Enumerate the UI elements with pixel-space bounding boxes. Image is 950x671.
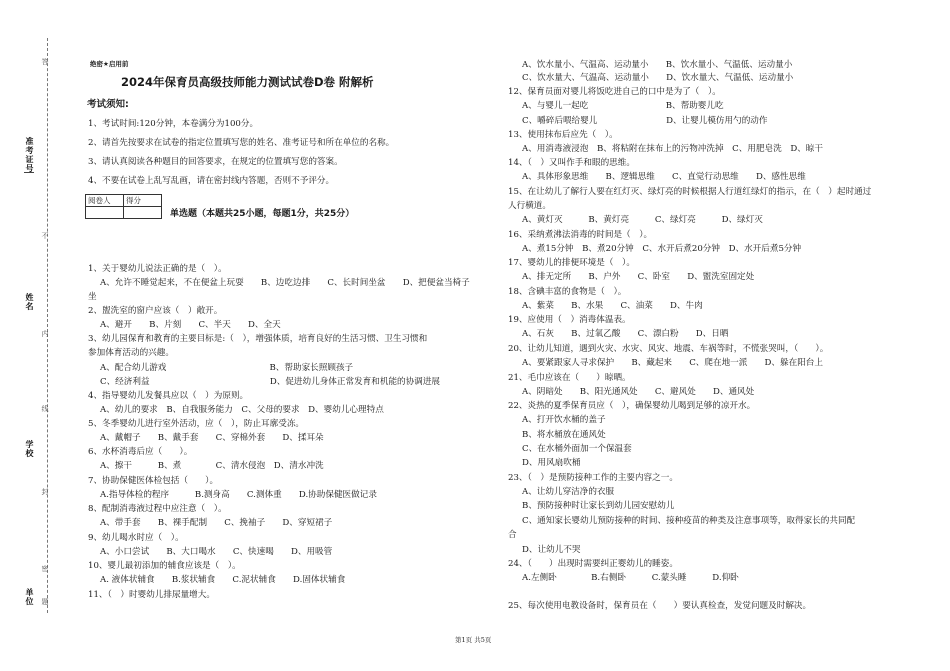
question-line: 15、在让幼儿了解行人要在红灯灭、绿灯亮的时候根据人行道红绿灯的指示，在（ ）起时通过 bbox=[508, 187, 872, 197]
question-line: 21、毛巾应该在（ ）晾晒。 bbox=[508, 373, 631, 383]
question-line: 3、幼儿园保育和教育的主要目标是:（ ），增强体质，培育良好的生活习惯、卫生习惯和 bbox=[88, 334, 428, 344]
notice-heading: 考试须知: bbox=[87, 99, 129, 110]
question-line: 24、（ ）出现时需要纠正婴幼儿的睡姿。 bbox=[508, 559, 678, 569]
question-line: 人行横道。 bbox=[508, 201, 551, 211]
question-line: A、擦干 B、煮 C、清水侵泡 D、清水冲洗 bbox=[100, 461, 324, 471]
question-line: 18、含碘丰富的食物是（ ）。 bbox=[508, 287, 627, 297]
question-line: 13、使用抹布后应先（ ）。 bbox=[508, 130, 618, 140]
question-line: A、小口尝试 B、大口喝水 C、快速喝 D、用吸管 bbox=[100, 547, 333, 557]
question-line: A、石灰 B、过氧乙酸 C、漂白粉 D、日晒 bbox=[522, 329, 729, 339]
binding-mark: 不 bbox=[41, 232, 49, 240]
question-line: 1、关于婴幼儿说法正确的是（ ）。 bbox=[88, 264, 227, 274]
question-line: A、阴暗处 B、阳光通风处 C、避风处 D、通风处 bbox=[522, 387, 755, 397]
question-line: 6、水杯消毒后应（ ）。 bbox=[88, 447, 193, 457]
question-line: A、具体形象思维 B、逻辑思维 C、直觉行动思维 D、感性思维 bbox=[522, 172, 806, 182]
question-line: 20、让幼儿知道，遇到火灾、水灾、风灾、地震、车祸等时，不慌张哭叫，（ ）。 bbox=[508, 344, 829, 354]
question-line: 10、婴儿最初添加的辅食应该是（ ）。 bbox=[88, 561, 241, 571]
notice-item: 1、考试时间:120分钟，本卷满分为100分。 bbox=[88, 119, 259, 129]
question-line: 坐 bbox=[88, 292, 97, 302]
secret-mark: 绝密★启用前 bbox=[90, 60, 129, 68]
question-line: A、排无定所 B、户外 C、卧室 D、盥洗室固定处 bbox=[522, 272, 755, 282]
question-line: A、配合幼儿游戏 B、帮助家长照顾孩子 bbox=[100, 363, 354, 373]
page-title: 2024年保育员高级技师能力测试试卷D卷 附解析 bbox=[121, 75, 374, 89]
question-line: B、预防接种时让家长到幼儿园安慰幼儿 bbox=[522, 501, 675, 511]
question-line: 22、炎热的夏季保育员应（ ），确保婴幼儿喝到足够的凉开水。 bbox=[508, 401, 756, 411]
reviewer-blank[interactable] bbox=[86, 207, 124, 219]
question-line: C、经济利益 D、促进幼儿身体正常发育和机能的协调进展 bbox=[100, 377, 441, 387]
binding-mark: 封 bbox=[41, 488, 49, 496]
question-line: 17、婴幼儿的排便环境是（ ）。 bbox=[508, 258, 635, 268]
notice-item: 3、请认真阅读各种题目的回答要求，在规定的位置填写您的答案。 bbox=[88, 157, 343, 167]
question-line: 14、（ ）又叫作手和眼的思维。 bbox=[508, 158, 635, 168]
question-line: A、打开饮水桶的盖子 bbox=[522, 415, 606, 425]
question-line: 25、每次使用电教设备时，保育员在（ ）要认真检查，发觉问题及时解决。 bbox=[508, 601, 812, 611]
question-line: A、与婴儿一起吃 B、帮助婴儿吃 bbox=[522, 101, 724, 111]
question-line: A、黄灯灭 B、黄灯亮 C、绿灯亮 D、绿灯灭 bbox=[522, 215, 763, 225]
binding-mark: 线 bbox=[41, 405, 49, 413]
question-line: A、用消毒液浸泡 B、将粘附在抹布上的污物冲洗掉 C、用肥皂洗 D、晾干 bbox=[522, 144, 823, 154]
question-line: 7、协助保健医体检包括（ ）。 bbox=[88, 476, 219, 486]
question-line: 5、冬季婴幼儿进行室外活动，应（ ），防止耳廓受冻。 bbox=[88, 419, 305, 429]
score-cell: 得分 bbox=[124, 195, 162, 207]
question-line: A.指导体检的程序 B.测身高 C.测体重 D.协助保健医做记录 bbox=[100, 490, 377, 500]
name-label: 姓名 bbox=[25, 293, 34, 311]
exam-id-label: 准考证号 bbox=[25, 137, 34, 173]
question-line: A、紫菜 B、水果 C、油菜 D、牛肉 bbox=[522, 301, 703, 311]
question-line: B、将水桶放在通风处 bbox=[522, 430, 606, 440]
question-line: 19、应使用（ ）消毒体温表。 bbox=[508, 315, 631, 325]
score-box bbox=[85, 194, 162, 219]
question-line: A. 液体状辅食 B.浆状辅食 C.泥状辅食 D.固体状辅食 bbox=[100, 575, 346, 585]
question-line: 参加体育活动的兴趣。 bbox=[88, 348, 174, 358]
question-line: 8、配制消毒液过程中应注意（ ）。 bbox=[88, 504, 227, 514]
question-line: C、在水桶外面加一个保温套 bbox=[522, 444, 632, 454]
binding-mark: 密 bbox=[41, 565, 49, 573]
question-line: C、嚼碎后喂给婴儿 D、让婴儿模仿用勺的动作 bbox=[522, 116, 768, 126]
section-title: 单选题（本题共25小题，每题1分，共25分） bbox=[170, 209, 355, 219]
question-line: A、避开 B、片刻 C、半天 D、全天 bbox=[100, 320, 281, 330]
notice-item: 2、请首先按要求在试卷的指定位置填写您的姓名、准考证号和所在单位的名称。 bbox=[88, 138, 395, 148]
question-line: A、允许不睡觉起来，不在便盆上玩耍 B、边吃边排 C、长时间坐盆 D、把便盆当椅子 bbox=[100, 278, 470, 288]
binding-line bbox=[47, 38, 48, 613]
question-line: 11、（ ）时婴幼儿排尿量增大。 bbox=[88, 590, 215, 600]
question-line: A、戴帽子 B、戴手套 C、穿棉外套 D、揉耳朵 bbox=[100, 433, 324, 443]
school-label: 学校 bbox=[25, 440, 34, 458]
unit-label: 单位 bbox=[25, 588, 34, 606]
score-blank[interactable] bbox=[124, 207, 162, 219]
question-line: 9、幼儿喝水时应（ ）。 bbox=[88, 533, 184, 543]
question-line: A、要紧跟家人寻求保护 B、藏起来 C、爬在地一派 D、躲在阳台上 bbox=[522, 358, 823, 368]
question-line: A、饮水量小、气温高、运动量小 B、饮水量小、气温低、运动量小 bbox=[522, 60, 793, 70]
notice-item: 4、不要在试卷上乱写乱画，请在密封线内答题，否则不予评分。 bbox=[88, 176, 335, 186]
exam-id-underline bbox=[24, 172, 34, 173]
question-line: C、饮水量大、气温高、运动量小 D、饮水量大、气温低、运动量小 bbox=[522, 73, 794, 83]
reviewer-cell: 阅卷人 bbox=[86, 195, 124, 207]
question-line: D、用风扇吹桶 bbox=[522, 458, 581, 468]
page-number: 第1页 共5页 bbox=[455, 636, 492, 644]
question-line: 合 bbox=[508, 530, 517, 540]
question-line: A.左侧卧 B.右侧卧 C.蒙头睡 D.仰卧 bbox=[522, 573, 739, 583]
question-line: 2、盥洗室的窗户应该（ ）敞开。 bbox=[88, 306, 223, 316]
question-line: C、通知家长婴幼儿预防接种的时间、接种疫苗的种类及注意事项等，取得家长的共同配 bbox=[522, 516, 856, 526]
question-line: D、让幼儿不哭 bbox=[522, 545, 581, 555]
binding-mark: 内 bbox=[41, 330, 49, 338]
binding-mark: 题 bbox=[41, 598, 49, 606]
question-line: A、煮15分钟 B、煮20分钟 C、水开后煮20分钟 D、水开后煮5分钟 bbox=[522, 244, 802, 254]
question-line: A、幼儿的要求 B、自我服务能力 C、父母的要求 D、婴幼儿心理特点 bbox=[100, 405, 384, 415]
question-line: A、让幼儿穿洁净的衣服 bbox=[522, 487, 615, 497]
question-line: 16、采纳煮沸法消毒的时间是（ ）。 bbox=[508, 230, 653, 240]
question-line: 12、保育员面对婴儿将饭吃进自己的口中是为了（ ）。 bbox=[508, 87, 721, 97]
question-line: A、带手套 B、裸手配制 C、挽袖子 D、穿短裙子 bbox=[100, 518, 333, 528]
question-line: 23、（ ）是预防接种工作的主要内容之一。 bbox=[508, 473, 678, 483]
binding-mark: 答 bbox=[41, 58, 49, 66]
question-line: 4、指导婴幼儿发餐具应以（ ）为原则。 bbox=[88, 391, 249, 401]
